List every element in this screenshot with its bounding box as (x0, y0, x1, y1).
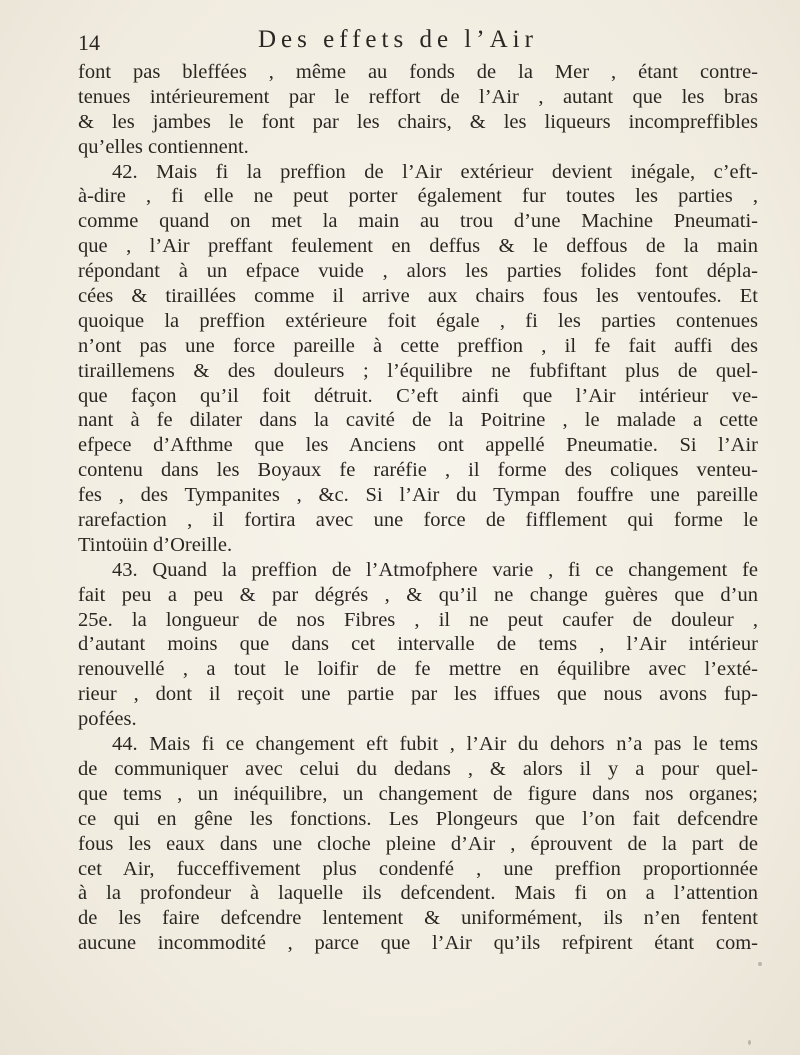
text-line: 25e. la longueur de nos Fibres , il ne peut caufer de douleur , (78, 608, 758, 631)
text-line: rieur , dont il reçoit une partie par les iffues que nous avons fup- (78, 683, 758, 706)
text-line: fous les eaux dans une cloche pleine d’Air , éprouvent de la part de (78, 832, 758, 855)
text-line: tiraillemens & des douleurs ; l’équilibre ne fubfiftant plus de quel- (78, 359, 758, 382)
text-line: à la profondeur à laquelle ils defcendent. Mais fi on a l’attention (78, 882, 758, 905)
text-line: répondant à un efpace vuide , alors les parties folides font dépla- (78, 260, 758, 283)
text-line: & les jambes le font par les chairs, & les liqueurs incompreffibles (78, 110, 758, 133)
text-line: 42. Mais fi la preffion de l’Air extérieur devient inégale, c’eft- (112, 160, 758, 183)
text-line: fes , des Tympanites , &c. Si l’Air du Tympan fouffre une pareille (78, 484, 758, 507)
text-line: de communiquer avec celui du dedans , & alors il y a pour quel- (78, 757, 758, 780)
text-line: quoique la preffion extérieure foit égale , fi les parties contenues (78, 309, 758, 332)
text-line: de les faire defcendre lentement & uniformément, ils n’en fentent (78, 907, 758, 930)
text-line: à-dire , fi elle ne peut porter également fur toutes les parties , (78, 185, 758, 208)
body-text (78, 60, 758, 956)
text-line: qu’elles contiennent. (78, 135, 249, 158)
text-line: que tems , un inéquilibre, un changement de figure dans nos organes; (78, 782, 758, 805)
text-line: rarefaction , il fortira avec une force de fifflement qui forme le (78, 509, 758, 532)
text-line: Tintoüin d’Oreille. (78, 533, 233, 556)
text-line: cées & tiraillées comme il arrive aux chairs fous les ventoufes. Et (78, 285, 758, 308)
text-line: renouvellé , a tout le loifir de fe mettre en équilibre avec l’exté- (78, 658, 758, 681)
text-line: font pas bleffées , même au fonds de la Mer , étant contre- (78, 61, 758, 83)
text-line: d’autant moins que dans cet intervalle de tems , l’Air intérieur (78, 633, 758, 656)
text-line: pofées. (78, 708, 137, 731)
text-line: que , l’Air preffant feulement en deffus & le deffous de la main (78, 235, 758, 258)
text-line: tenues intérieurement par le reffort de l’Air , autant que les bras (78, 85, 758, 108)
text-line: 43. Quand la preffion de l’Atmofphere varie , fi ce changement fe (112, 558, 758, 581)
text-line: nant à fe dilater dans la cavité de la Poitrine , le malade a cette (78, 409, 758, 432)
text-line: 44. Mais fi ce changement eft fubit , l’Air du dehors n’a pas le tems (112, 733, 758, 756)
text-line: ce qui en gêne les fonctions. Les Plongeurs que l’on fait defcendre (78, 807, 758, 830)
ink-speck (748, 1040, 751, 1045)
running-head: Des effets de l’Air (258, 26, 538, 53)
text-line: efpece d’Afthme que les Anciens ont appellé Pneumatie. Si l’Air (78, 434, 758, 457)
page-header (78, 26, 758, 60)
text-line: contenu dans les Boyaux fe raréfie , il forme des coliques venteu- (78, 459, 758, 482)
text-line: cet Air, fucceffivement plus condenfé , une preffion proportionnée (78, 857, 758, 880)
text-line: aucune incommodité , parce que l’Air qu’ils refpirent étant com- (78, 932, 758, 955)
text-line: comme quand on met la main au trou d’une Machine Pneumati- (78, 210, 758, 233)
text-line: que façon qu’il foit détruit. C’eft ainfi que l’Air intérieur ve- (78, 384, 758, 407)
text-line: n’ont pas une force pareille à cette preffion , il fe fait auffi des (78, 334, 758, 357)
ink-speck (758, 962, 762, 966)
page-number: 14 (78, 30, 100, 55)
text-line: fait peu a peu & par dégrés , & qu’il ne change guères que d’un (78, 583, 758, 606)
